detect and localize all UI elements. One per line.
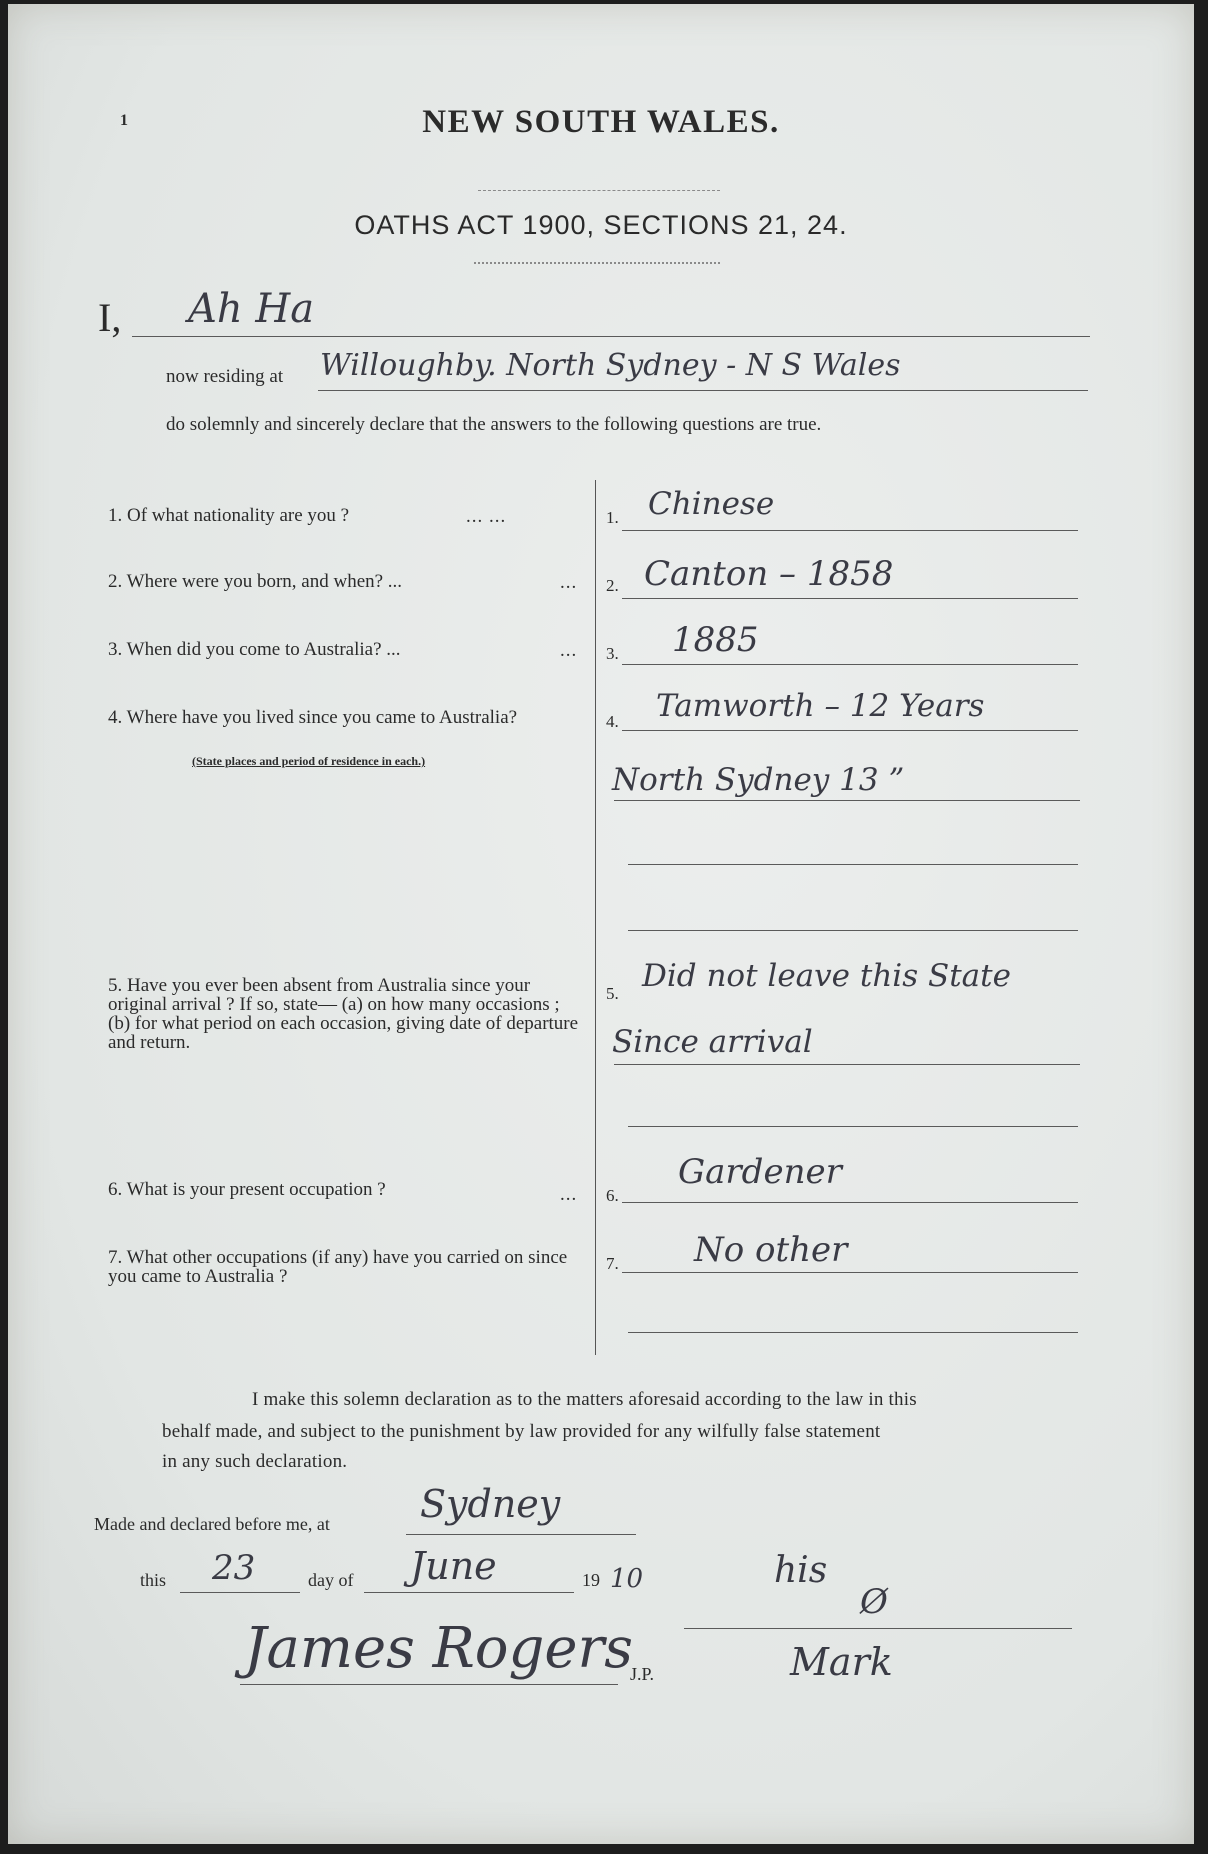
mark-label: Mark (790, 1640, 893, 1684)
answer-5-line-2 (614, 1064, 1080, 1065)
question-7: 7. What other occupations (if any) have you carried on since you came to Australia ? (108, 1247, 568, 1287)
answer-4-line-3 (628, 864, 1078, 865)
answer-7: No other (694, 1230, 848, 1270)
place-line (406, 1534, 636, 1535)
question-2-dots: ... (560, 572, 578, 593)
month: June (410, 1544, 497, 1588)
answer-7-num: 7. (606, 1254, 619, 1273)
answer-5-line-3 (628, 1126, 1078, 1127)
jp-signature: James Rogers (244, 1616, 633, 1681)
day-of-label: day of (308, 1570, 354, 1590)
this-label: this (140, 1570, 167, 1590)
answer-4-line-4 (628, 930, 1078, 931)
subtitle-divider (474, 262, 720, 264)
question-1: 1. Of what nationality are you ? (108, 505, 350, 526)
jp-label: J.P. (630, 1664, 655, 1684)
declare-text: do solemnly and sincerely declare that the answers to the following questions are true. (166, 414, 822, 435)
question-4: 4. Where have you lived since you came to Australia? (108, 707, 518, 728)
answer-3-line (622, 664, 1078, 665)
day-line (180, 1592, 300, 1593)
answer-2: Canton – 1858 (644, 554, 894, 594)
mark-line (684, 1628, 1072, 1629)
answer-4-line (622, 730, 1078, 731)
answer-5-num: 5. (606, 984, 619, 1003)
question-3: 3. When did you come to Australia? ... (108, 639, 401, 660)
question-4-note: (State places and period of residence in each.) (192, 754, 426, 768)
name-line (132, 336, 1090, 337)
answer-5: Did not leave this State (642, 958, 1011, 994)
residing-label: now residing at (166, 366, 284, 387)
document-title: NEW SOUTH WALES. (422, 104, 780, 140)
year-suffix: 10 (610, 1564, 644, 1594)
answer-2-line (622, 598, 1078, 599)
place: Sydney (420, 1482, 561, 1526)
question-5: 5. Have you ever been absent from Australia since your original arrival ? If so, state— (a) on how many occasions ; (b) for what period on each occasion, giving date of departure and return. (108, 975, 579, 1053)
question-2: 2. Where were you born, and when? ... (108, 571, 403, 592)
mark-symbol: Ø (860, 1582, 888, 1622)
document-page (8, 4, 1194, 1844)
title-divider (478, 190, 720, 191)
residence: Willoughby. North Sydney - N S Wales (320, 348, 901, 383)
answer-3: 1885 (672, 620, 759, 660)
made-declared-label: Made and declared before me, at (94, 1514, 330, 1534)
answer-5-continued: Since arrival (612, 1024, 813, 1060)
i-label: I, (98, 295, 122, 340)
page-marker: 1 (120, 112, 128, 129)
answer-7-line (622, 1272, 1078, 1273)
answer-6-line (622, 1202, 1078, 1203)
declaration-text-2: behalf made, and subject to the punishment by law provided for any wilfully false statement (162, 1421, 881, 1442)
jp-signature-line (240, 1684, 618, 1685)
answer-1-num: 1. (606, 508, 619, 527)
answer-7-line-2 (628, 1332, 1078, 1333)
his-label: his (774, 1550, 828, 1591)
month-line (364, 1592, 574, 1593)
declarant-name: Ah Ha (188, 286, 315, 332)
year-prefix: 19 (582, 1570, 600, 1590)
question-3-dots: ... (560, 640, 578, 661)
answer-6-num: 6. (606, 1186, 619, 1205)
day: 23 (212, 1548, 256, 1588)
answer-4-num: 4. (606, 712, 619, 731)
declaration-text-3: in any such declaration. (162, 1451, 348, 1472)
question-6-dots: ... (560, 1184, 578, 1205)
column-divider (595, 480, 596, 1355)
answer-4: Tamworth – 12 Years (656, 688, 985, 724)
question-6: 6. What is your present occupation ? (108, 1179, 386, 1200)
answer-4-line-2 (614, 800, 1080, 801)
answer-4-continued: North Sydney 13 ” (612, 762, 905, 798)
residence-line (318, 390, 1088, 391)
answer-2-num: 2. (606, 576, 619, 595)
answer-1-line (622, 530, 1078, 531)
answer-6: Gardener (678, 1152, 842, 1192)
document-subtitle: OATHS ACT 1900, SECTIONS 21, 24. (354, 210, 848, 240)
answer-1: Chinese (648, 486, 775, 522)
question-1-dots: ... ... (466, 506, 507, 527)
answer-3-num: 3. (606, 644, 619, 663)
declaration-text-1: I make this solemn declaration as to the matters aforesaid according to the law in this (252, 1389, 917, 1410)
